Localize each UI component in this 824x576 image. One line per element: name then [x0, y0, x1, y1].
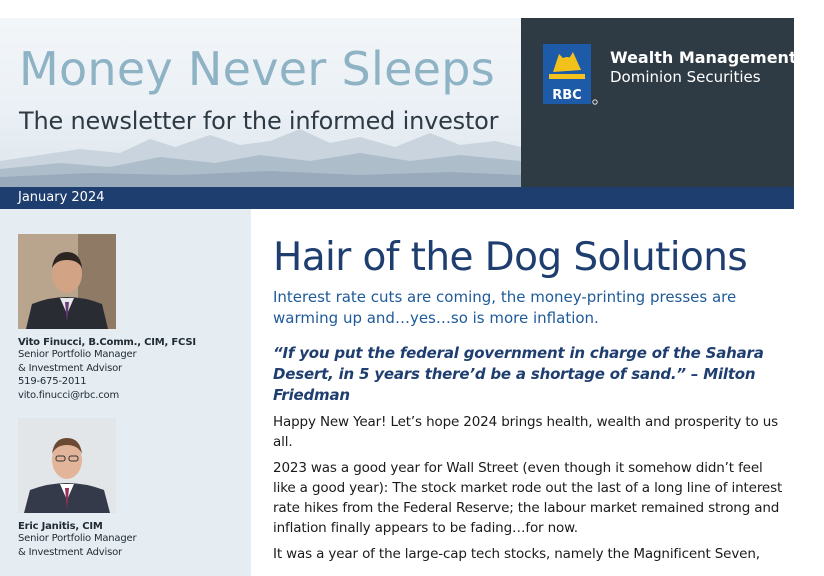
advisor-photo: [18, 234, 116, 329]
advisor-photo: [18, 418, 116, 513]
brand-dominion-securities: Dominion Securities: [610, 68, 761, 86]
article-paragraph: Happy New Year! Let’s hope 2024 brings health, wealth and prosperity to us all.: [273, 414, 779, 450]
svg-text:RBC: RBC: [552, 88, 582, 103]
advisor-email[interactable]: vito.finucci@rbc.com: [18, 389, 119, 401]
masthead: [0, 18, 521, 187]
advisor-name: Vito Finucci, B.Comm., CIM, FCSI: [18, 337, 196, 348]
advisor-title: & Investment Advisor: [18, 546, 122, 558]
brand-panel: [521, 18, 797, 187]
brand-wealth-management: Wealth Management: [610, 48, 797, 67]
advisor-card: [18, 234, 243, 402]
rbc-logo: [543, 44, 599, 108]
article-deck: Interest rate cuts are coming, the money-printing presses are warming up and…yes…so is more inflation.: [273, 288, 737, 327]
article-headline: Hair of the Dog Solutions: [273, 235, 748, 280]
advisor-title: & Investment Advisor: [18, 362, 122, 374]
article-paragraph: It was a year of the large-cap tech stocks, namely the Magnificent Seven,: [273, 546, 760, 562]
advisor-title: Senior Portfolio Manager: [18, 533, 137, 544]
newsletter-subtitle: The newsletter for the informed investor: [19, 107, 499, 135]
issue-date: January 2024: [18, 190, 105, 205]
newsletter-title: Money Never Sleeps: [19, 42, 496, 96]
article-quote: “If you put the federal government in charge of the Sahara Desert, in 5 years there’d be a shortage of sand.” – Milton Friedman: [273, 344, 764, 404]
advisor-phone: 519-675-2011: [18, 376, 87, 387]
advisor-title: Senior Portfolio Manager: [18, 349, 137, 360]
advisor-sidebar: [0, 209, 251, 576]
advisor-card: [18, 418, 243, 559]
advisor-name: Eric Janitis, CIM: [18, 521, 103, 532]
issue-date-bar: [0, 187, 794, 209]
article-paragraph: 2023 was a good year for Wall Street (even though it somehow didn’t feel like a good year): The stock market rode out the last of a long line of interest rate hikes from the Federal Reserve; the labour market remained strong and inflation finally appears to be fading…for now.: [273, 460, 783, 536]
